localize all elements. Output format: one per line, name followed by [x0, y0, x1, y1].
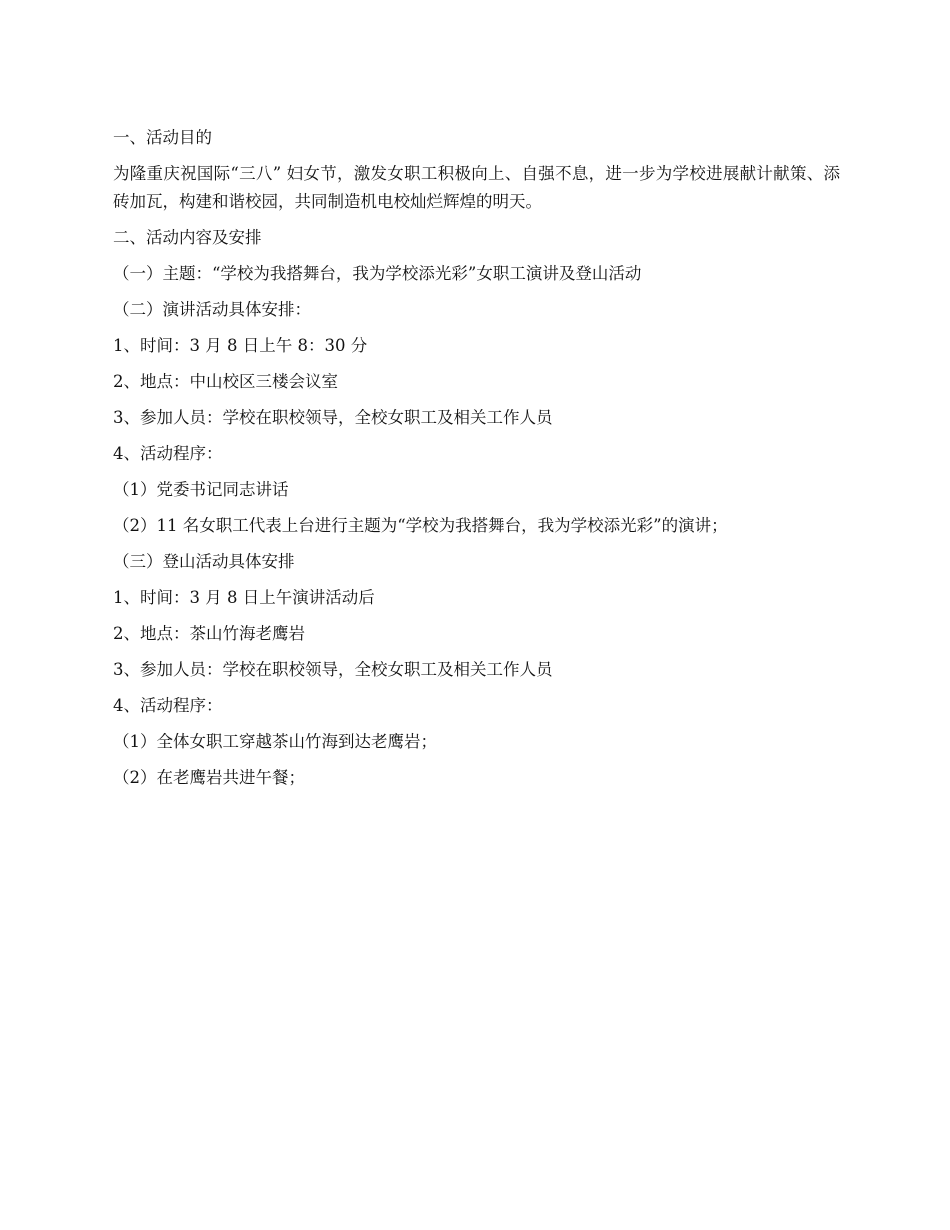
section-heading-content: 二、活动内容及安排 [113, 228, 262, 247]
speech-time: 1、时间：3 月 8 日上午 8：30 分 [113, 336, 368, 355]
speech-arrangement-heading: （二）演讲活动具体安排： [113, 300, 311, 319]
hiking-arrangement-heading: （三）登山活动具体安排 [113, 552, 295, 571]
hiking-procedure-heading: 4、活动程序： [113, 696, 223, 715]
hiking-location: 2、地点：茶山竹海老鹰岩 [113, 624, 305, 643]
speech-procedure-item: （1）党委书记同志讲话 [113, 480, 289, 499]
hiking-time: 1、时间：3 月 8 日上午演讲活动后 [113, 588, 375, 607]
speech-participants: 3、参加人员：学校在职校领导，全校女职工及相关工作人员 [113, 408, 553, 427]
speech-location: 2、地点：中山校区三楼会议室 [113, 372, 338, 391]
speech-procedure-heading: 4、活动程序： [113, 444, 223, 463]
speech-procedure-item: （2）11 名女职工代表上台进行主题为“学校为我搭舞台，我为学校添光彩”的演讲； [113, 516, 728, 535]
hiking-procedure-item: （2）在老鹰岩共进午餐； [113, 768, 305, 787]
hiking-participants: 3、参加人员：学校在职校领导，全校女职工及相关工作人员 [113, 660, 553, 679]
section-heading-purpose: 一、活动目的 [113, 128, 212, 147]
theme-line: （一）主题：“学校为我搭舞台，我为学校添光彩”女职工演讲及登山活动 [113, 264, 642, 283]
document-body [113, 124, 840, 800]
purpose-paragraph: 为隆重庆祝国际“三八” 妇女节，激发女职工积极向上、自强不息，进一步为学校进展献计献策、添砖加瓦，构建和谐校园，共同制造机电校灿烂辉煌的明天。 [113, 164, 840, 211]
hiking-procedure-item: （1）全体女职工穿越茶山竹海到达老鹰岩； [113, 732, 437, 751]
